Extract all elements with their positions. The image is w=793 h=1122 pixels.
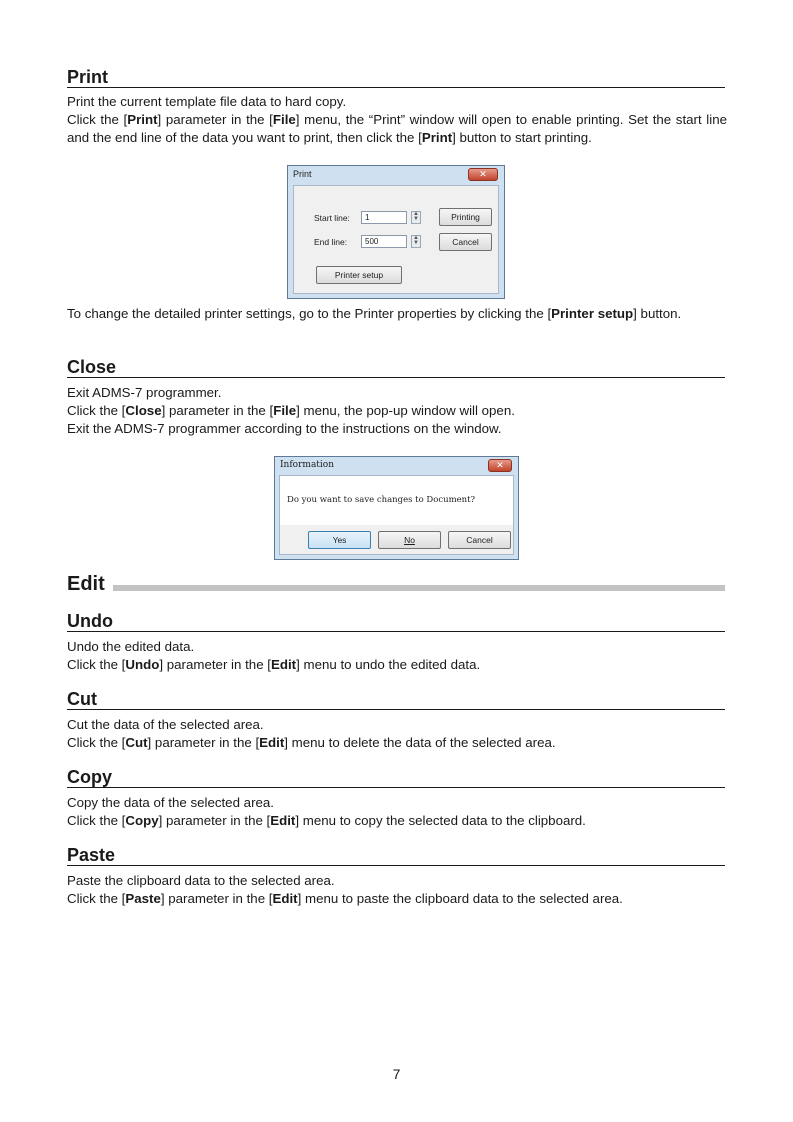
- cut-line1: Cut the data of the selected area.: [67, 717, 264, 732]
- start-line-label: Start line:: [314, 213, 350, 223]
- undo-line2: Click the [Undo] parameter in the [Edit] menu to undo the edited data.: [67, 657, 481, 672]
- printing-button[interactable]: Printing: [439, 208, 492, 226]
- close-line1: Exit ADMS-7 programmer.: [67, 385, 222, 400]
- information-dialog-title: Information: [280, 460, 335, 470]
- heading-close: [67, 357, 725, 378]
- cancel-button[interactable]: Cancel: [439, 233, 492, 251]
- end-line-label: End line:: [314, 237, 348, 247]
- page-number: 7: [392, 1066, 401, 1082]
- print-dialog-body: [293, 185, 499, 294]
- heading-edit-rule: [113, 585, 725, 591]
- end-line-input[interactable]: 500: [361, 235, 407, 248]
- paste-line1: Paste the clipboard data to the selected area.: [67, 873, 335, 888]
- heading-edit: Edit: [67, 573, 105, 595]
- print-dialog: [287, 165, 505, 299]
- heading-paste: Paste: [67, 845, 725, 866]
- cancel-button[interactable]: Cancel: [448, 531, 511, 549]
- print-dialog-title: Print: [293, 169, 312, 179]
- information-dialog-body: [279, 475, 514, 555]
- copy-line1: Copy the data of the selected area.: [67, 795, 274, 810]
- information-message: Do you want to save changes to Document?: [287, 495, 476, 505]
- start-line-input[interactable]: 1: [361, 211, 407, 224]
- close-line3: Exit the ADMS-7 programmer according to the instructions on the window.: [67, 421, 502, 436]
- close-icon[interactable]: ✕: [468, 168, 498, 181]
- end-line-spinner-icon[interactable]: ▲ ▼: [411, 235, 421, 248]
- information-dialog: [274, 456, 519, 560]
- printer-setup-button[interactable]: Printer setup: [316, 266, 402, 284]
- undo-line1: Undo the edited data.: [67, 639, 195, 654]
- close-line2: Click the [Close] parameter in the [File] menu, the pop-up window will open.: [67, 403, 515, 418]
- close-icon[interactable]: ✕: [488, 459, 512, 472]
- cut-line2: Click the [Cut] parameter in the [Edit] menu to delete the data of the selected area.: [67, 735, 556, 750]
- heading-print-text: Print: [67, 67, 109, 87]
- no-button[interactable]: No: [378, 531, 441, 549]
- print-line2: Click the [Print] parameter in the [File] menu, the “Print” window will open to enable printing. Set the start line and the end line of the data you want to print, then click the [Print] button to start printing.: [67, 112, 727, 145]
- print-after: To change the detailed printer settings, go to the Printer properties by clicking the [Printer setup] button.: [67, 306, 682, 321]
- heading-cut: Cut: [67, 689, 725, 710]
- heading-close-text: Close: [67, 357, 117, 377]
- print-line1: Print the current template file data to hard copy.: [67, 94, 347, 109]
- heading-undo: Undo: [67, 611, 725, 632]
- paste-line2: Click the [Paste] parameter in the [Edit] menu to paste the clipboard data to the selected area.: [67, 891, 623, 906]
- yes-button[interactable]: Yes: [308, 531, 371, 549]
- start-line-spinner-icon[interactable]: ▲ ▼: [411, 211, 421, 224]
- copy-line2: Click the [Copy] parameter in the [Edit] menu to copy the selected data to the clipboard.: [67, 813, 586, 828]
- heading-copy: Copy: [67, 767, 725, 788]
- heading-print: [67, 67, 725, 88]
